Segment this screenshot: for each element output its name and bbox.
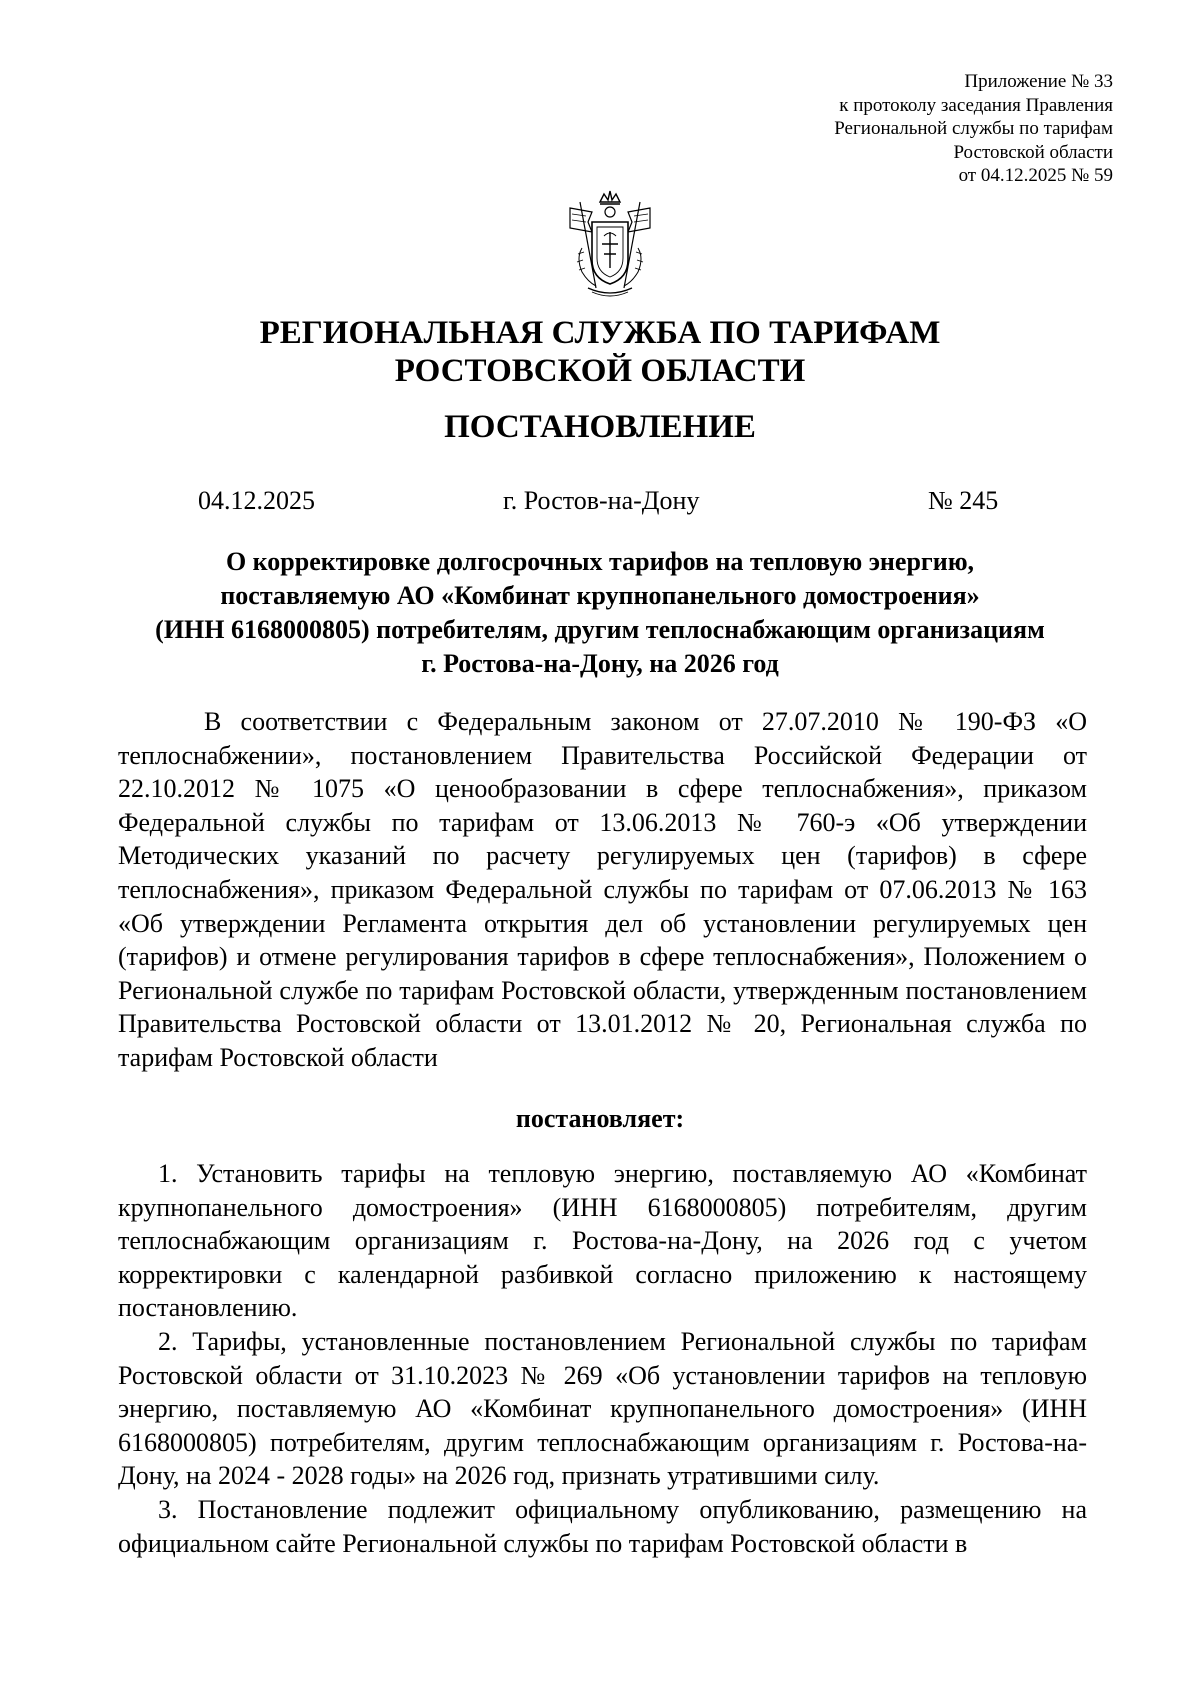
appendix-line: Ростовской области <box>953 141 1113 163</box>
document-type: ПОСТАНОВЛЕНИЕ <box>444 409 756 445</box>
rostov-oblast-coat-of-arms-icon <box>562 188 658 300</box>
subject-line: поставляемую АО «Комбинат крупнопанельного домостроения» <box>220 581 980 610</box>
document-city: г. Ростов-на-Дону <box>503 486 700 515</box>
appendix-line: Приложение № 33 <box>964 71 1113 92</box>
appendix-line: к протоколу заседания Правления <box>839 94 1113 116</box>
appendix-line: от 04.12.2025 № 59 <box>958 165 1113 186</box>
decree-item: 3. Постановление подлежит официальному опубликованию, размещению на официальном сайте Региональной службы по тарифам Ростовской области в <box>118 1494 1087 1558</box>
decree-item: 1. Установить тарифы на тепловую энергию, поставляемую АО «Комбинат крупнопанельного домостроения» (ИНН 6168000805) потребителям, другим теплоснабжающим организациям г. Ростова-на-Дону, на 2026 год с учетом корректировки с календарной разбивкой согласно приложению к настоящему постановлению. <box>118 1159 1087 1323</box>
organization-title <box>0 314 1200 390</box>
document-subject <box>100 545 1100 681</box>
org-title-line: РЕГИОНАЛЬНАЯ СЛУЖБА ПО ТАРИФАМ <box>259 315 941 351</box>
document-number: № 245 <box>928 486 999 515</box>
appendix-line: Региональной службы по тарифам <box>834 118 1113 139</box>
document-date: 04.12.2025 <box>198 486 315 515</box>
decree-items <box>118 1157 1087 1560</box>
appendix-reference <box>693 70 1113 188</box>
subject-line: О корректировке долгосрочных тарифов на тепловую энергию, <box>225 547 975 576</box>
decree-word: постановляет: <box>515 1104 685 1133</box>
org-title-line: РОСТОВСКОЙ ОБЛАСТИ <box>394 353 806 389</box>
decree-item: 2. Тарифы, установленные постановлением Региональной службы по тарифам Ростовской области от 31.10.2023 № 269 «Об установлении тарифов на тепловую энергию, поставляемую АО «Комбинат крупнопанельного домостроения» (ИНН 6168000805) потребителям, другим теплоснабжающим организациям г. Ростова-на-Дону, на 2024 - 2028 годы» на 2026 год, признать утратившими силу. <box>118 1326 1087 1491</box>
subject-line: г. Ростова-на-Дону, на 2026 год <box>421 649 779 678</box>
subject-line: (ИНН 6168000805) потребителям, другим теплоснабжающим организациям <box>155 615 1045 644</box>
preamble-paragraph: В соответствии с Федеральным законом от 27.07.2010 № 190-ФЗ «О теплоснабжении», постановлением Правительства Российской Федерации от 22.10.2012 № 1075 «О ценообразовании в сфере теплоснабжения», приказом Федеральной службы по тарифам от 13.06.2013 № 760-э «Об утверждении Методических указаний по расчету регулируемых цен (тарифов) в сфере теплоснабжения», приказом Федеральной службы по тарифам от 07.06.2013 № 163 «Об утверждении Регламента открытия дел об установлении регулируемых цен (тарифов) и отмене регулирования тарифов в сфере теплоснабжения», Положением о Региональной службе по тарифам Ростовской области, утвержденным постановлением Правительства Ростовской области от 13.01.2012 № 20, Региональная служба по тарифам Ростовской области <box>118 707 1087 1072</box>
